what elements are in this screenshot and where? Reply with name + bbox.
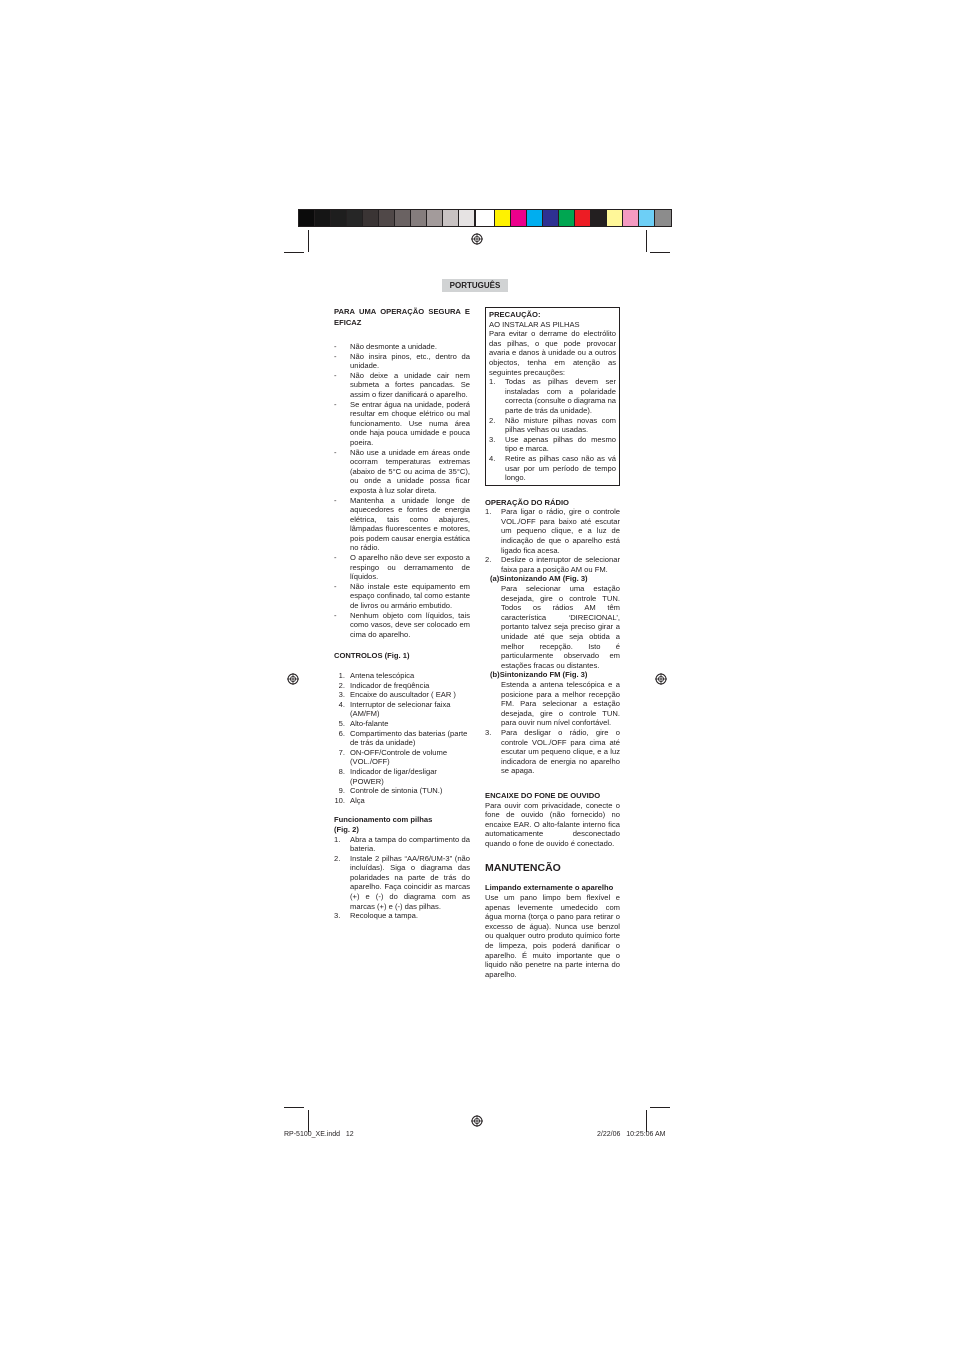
color-swatch <box>363 210 379 226</box>
item-text: Instale 2 pilhas “AA/R6/UM-3” (não incluídas). Siga o diagrama das polaridades na parte de trás do aparelho. Faça coincidir as marcas (+) e (-) do diagrama com as marcas (+) e (-) das pilhas. <box>350 853 470 911</box>
item-text: Alto-falante <box>350 718 389 728</box>
item-number: 3. <box>334 911 341 921</box>
list-item <box>489 377 616 415</box>
list-item <box>334 719 470 729</box>
list-item: - O aparelho não deve ser exposto a respingo ou derramamento de líquidos. <box>334 553 470 582</box>
item-text: Abra a tampa do compartimento da bateria. <box>350 834 470 854</box>
color-swatch <box>395 210 411 226</box>
file-slug: RP-5100_XE.indd 12 <box>284 1131 354 1138</box>
list-item <box>489 416 616 435</box>
item-text: Encaixe do auscultador ( EAR ) <box>350 690 456 700</box>
color-swatch <box>411 210 427 226</box>
item-text: Indicador de ligar/desligar (POWER) <box>350 766 437 786</box>
registration-mark-icon <box>471 1115 483 1127</box>
item-number: 2. <box>485 555 492 565</box>
color-swatch <box>655 210 671 226</box>
right-column <box>485 307 620 979</box>
color-swatch <box>379 210 395 226</box>
item-text: Compartimento das baterias (parte de trás da unidade) <box>350 728 468 748</box>
color-swatch <box>459 210 475 226</box>
maintenance-title: MANUTENCÃO <box>485 862 561 875</box>
item-number: 4. <box>489 453 496 463</box>
item-number: 5. <box>338 718 345 728</box>
battery-title: Funcionamento com pilhas <box>334 815 433 825</box>
item-text: Para ligar o rádio, gire o controle VOL./OFF para baixo até escutar um pequeno clique, e a luz de indicação de que o aparelho está ligado fica acesa. <box>501 507 620 555</box>
item-text: Indicador de freqüência <box>350 680 430 690</box>
item-number: 1. <box>338 671 345 680</box>
color-swatch <box>543 210 559 226</box>
radio-list-cont <box>485 728 620 776</box>
language-header: PORTUGUÊS <box>442 279 508 292</box>
list-item <box>485 728 620 776</box>
item-number: 7. <box>338 747 345 757</box>
crop-mark <box>646 1110 647 1132</box>
item-text: Antena telescópica <box>350 671 415 680</box>
list-item <box>334 767 470 786</box>
list-item: - Se entrar água na unidade, poderá resultar em choque elétrico ou mal funcionamento. Use numa área onde haja pouca umidade e pouca poeira. <box>334 400 470 448</box>
controls-title: CONTROLOS (Fig. 1) <box>334 651 410 661</box>
color-swatch <box>511 210 527 226</box>
battery-list <box>334 835 470 921</box>
list-item <box>485 507 620 555</box>
item-number: 4. <box>338 699 345 709</box>
caution-list <box>489 377 616 483</box>
list-item <box>334 690 470 700</box>
list-item: - Nenhum objeto com líquidos, tais como vasos, deve ser colocado em cima do aparelho. <box>334 611 470 640</box>
item-text: Interruptor de selecionar faixa (AM/FM) <box>350 699 451 719</box>
list-item <box>485 555 620 574</box>
item-number: 2. <box>489 415 496 425</box>
color-calibration-bar <box>298 209 672 227</box>
color-bar-gap <box>475 210 495 226</box>
color-swatch <box>591 210 607 226</box>
color-swatch <box>607 210 623 226</box>
registration-mark-icon <box>287 673 299 685</box>
item-text: Recoloque a tampa. <box>350 911 418 921</box>
item-number: 3. <box>338 690 345 700</box>
list-item <box>334 671 470 681</box>
am-title: (a)Sintonizando AM (Fig. 3) <box>490 574 588 584</box>
item-number: 10. <box>334 795 345 805</box>
crop-mark <box>650 1107 670 1108</box>
am-text: Para selecionar uma estação desejada, gire o controle TUN. Todos os rádios AM têm característica ‘DIRECIONAL’, portanto talvez seja preciso girar a unidade até que seja obtida a melhor recepção. Isto é particularmente observado em estações fracas ou distantes. <box>501 584 620 670</box>
item-text: Controle de sintonia (TUN.) <box>350 786 443 796</box>
item-text: ON-OFF/Controle de volume (VOL./OFF) <box>350 747 448 767</box>
caution-intro: Para evitar o derrame do electrólito das pilhas, o que pode provocar avaria e danos à unidade ou a outros objectos, tenha em atenção as seguintes precauções: <box>489 329 616 377</box>
list-item: - Não insira pinos, etc., dentro da unidade. <box>334 352 470 371</box>
list-item <box>334 835 470 854</box>
list-item <box>334 786 470 796</box>
controls-list <box>334 671 470 805</box>
cleaning-title: Limpando externamente o aparelho <box>485 883 614 893</box>
item-number: 1. <box>334 834 341 844</box>
safety-title: PARA UMA OPERAÇÃO SEGURA E EFICAZ <box>334 307 470 327</box>
item-text: Para desligar o rádio, gire o controle VOL./OFF para cima até escutar um pequeno clique, e a luz indicadora de energia no aparelho se apaga. <box>501 727 620 776</box>
list-item <box>489 454 616 483</box>
color-swatch <box>331 210 347 226</box>
list-item <box>334 796 470 806</box>
list-item: - Mantenha a unidade longe de aquecedores e fontes de energia elétrica, tais como abajures, lâmpadas fluorescentes e motores, pois podem causar energia estática no rádio. <box>334 496 470 554</box>
item-number: 1. <box>485 507 492 517</box>
item-text: Não misture pilhas novas com pilhas velhas ou usadas. <box>505 415 616 435</box>
radio-title: OPERAÇÃO DO RÁDIO <box>485 497 569 507</box>
fm-text: Estenda a antena telescópica e a posicione para a melhor recepção FM. Para selecionar a estação desejada, gire o controle TUN. para ouvir num nível confortável. <box>501 679 620 728</box>
left-column <box>334 306 470 921</box>
item-text: Alça <box>350 795 365 805</box>
crop-mark <box>646 230 647 252</box>
safety-list <box>334 342 470 639</box>
cleaning-text: Use um pano limpo bem flexível e apenas levemente umedecido com água morna (torça o pano para retirar o excesso de água). Nunca use benzol ou qualquer outro produto químico forte de limpeza, pois poderá danificar o aparelho. É muito importante que o liquido não penetre na parte interna do aparelho. <box>485 893 620 979</box>
item-text: Retire as pilhas caso não as vá usar por um período de tempo longo. <box>505 453 616 483</box>
list-item <box>334 911 470 921</box>
registration-mark-icon <box>655 673 667 685</box>
item-text: Deslize o interruptor de selecionar faixa para a posição AM ou FM. <box>501 555 620 574</box>
item-number: 2. <box>334 853 341 863</box>
color-swatch <box>427 210 443 226</box>
list-item <box>334 748 470 767</box>
color-swatch <box>623 210 639 226</box>
color-swatch <box>639 210 655 226</box>
color-swatch <box>347 210 363 226</box>
item-text: Todas as pilhas devem ser instaladas com a polaridade correcta (consulte o diagrama na parte de trás da unidade). <box>505 377 617 415</box>
item-number: 3. <box>485 727 492 737</box>
crop-mark <box>650 252 670 253</box>
caution-subtitle: AO INSTALAR AS PILHAS <box>489 319 580 329</box>
color-swatch <box>443 210 459 226</box>
item-text: Use apenas pilhas do mesmo tipo e marca. <box>505 434 616 454</box>
list-item: - Não desmonte a unidade. <box>334 342 470 352</box>
list-item <box>334 729 470 748</box>
color-swatch <box>575 210 591 226</box>
crop-mark <box>284 252 304 253</box>
list-item <box>334 854 470 912</box>
caution-title: PRECAUÇÃO: <box>489 310 541 319</box>
ear-title: ENCAIXE DO FONE DE OUVIDO <box>485 790 601 800</box>
crop-mark <box>308 1110 309 1132</box>
item-number: 8. <box>338 766 345 776</box>
item-number: 6. <box>338 728 345 738</box>
crop-mark <box>308 230 309 252</box>
item-number: 2. <box>338 680 345 690</box>
fm-title: (b)Sintonizando FM (Fig. 3) <box>490 670 588 680</box>
list-item <box>334 700 470 719</box>
item-number: 3. <box>489 434 496 444</box>
color-swatch <box>527 210 543 226</box>
list-item <box>334 681 470 691</box>
color-swatch <box>299 210 315 226</box>
color-swatch <box>315 210 331 226</box>
ear-text: Para ouvir com privacidade, conecte o fone de ouvido (não fornecido) no encaixe EAR. O alto-falante interno fica automaticamente desconectado quando o fone de ouvido é conectado. <box>485 800 620 848</box>
list-item: - Não deixe a unidade cair nem submeta a fortes pancadas. Se assim o fizer danificará o aparelho. <box>334 371 470 400</box>
list-item: - Não instale este equipamento em espaço confinado, tal como estante de livros ou armário embutido. <box>334 582 470 611</box>
item-number: 9. <box>338 786 345 796</box>
registration-mark-icon <box>471 233 483 245</box>
radio-list <box>485 507 620 574</box>
caution-box <box>485 307 620 486</box>
date-slug: 2/22/06 10:25:06 AM <box>597 1131 666 1138</box>
color-swatch <box>559 210 575 226</box>
item-number: 1. <box>489 377 496 387</box>
list-item: - Não use a unidade em áreas onde ocorram temperaturas extremas (abaixo de 5°C ou acima de 35°C), ou onde a unidade possa ficar exposta à luz solar direta. <box>334 448 470 496</box>
battery-title-fig: (Fig. 2) <box>334 824 359 834</box>
color-swatch <box>495 210 511 226</box>
list-item <box>489 435 616 454</box>
crop-mark <box>284 1107 304 1108</box>
